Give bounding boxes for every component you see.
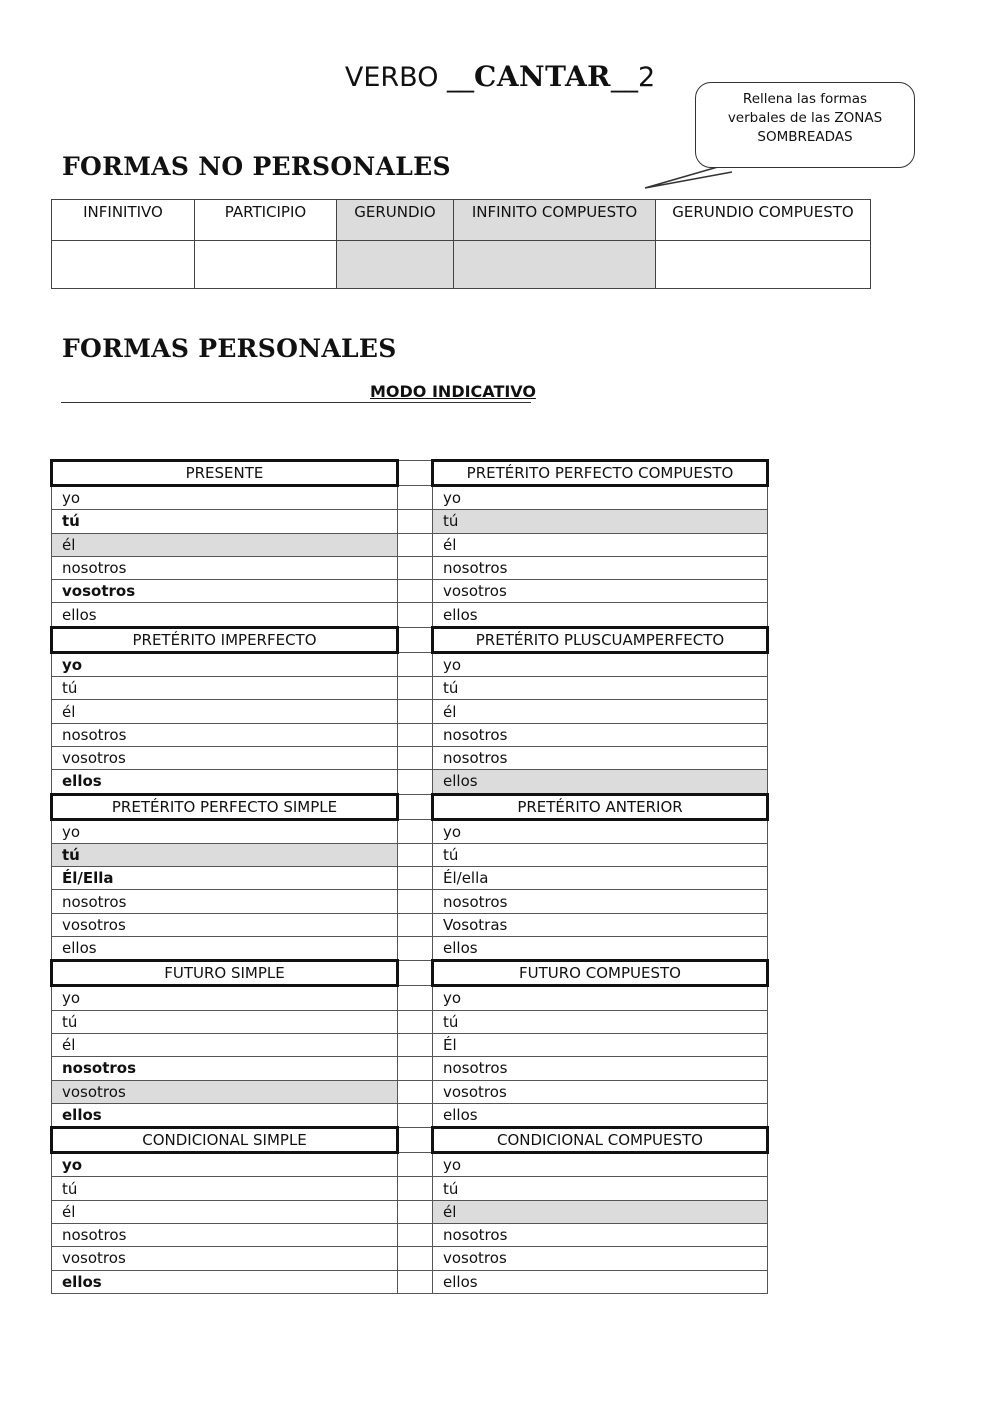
pronoun-cell: Él — [433, 1033, 768, 1056]
pronoun-cell: nosotros — [433, 746, 768, 769]
conjugation-row — [52, 986, 768, 1010]
tense-title-preterito-imperfecto: PRETÉRITO IMPERFECTO — [52, 627, 398, 652]
pronoun-cell: vosotros — [433, 1247, 768, 1270]
column-gap — [398, 937, 433, 961]
pronoun-cell: ellos — [52, 770, 398, 794]
conjugation-row — [52, 1103, 768, 1127]
conjugation-row — [52, 843, 768, 866]
pronoun-cell: él — [433, 533, 768, 556]
pronoun-cell: él — [52, 700, 398, 723]
speech-bubble-line: Rellena las formas — [742, 91, 868, 107]
conjugation-row — [52, 770, 768, 794]
conjugation-row — [52, 1080, 768, 1103]
column-gap — [398, 723, 433, 746]
np-header-participio: PARTICIPIO — [195, 200, 337, 241]
column-gap — [398, 1033, 433, 1056]
conjugation-row — [52, 1224, 768, 1247]
column-gap — [398, 746, 433, 769]
tense-title-futuro-compuesto: FUTURO COMPUESTO — [433, 961, 768, 986]
pronoun-cell: vosotros — [433, 580, 768, 603]
np-header-gerundio: GERUNDIO — [337, 200, 454, 241]
pronoun-cell: nosotros — [433, 1057, 768, 1080]
formas-no-personales-heading: FORMAS NO PERSONALES — [62, 152, 451, 181]
conjugation-row — [52, 1033, 768, 1056]
conjugation-row — [52, 1200, 768, 1223]
pronoun-cell: vosotros — [52, 580, 398, 603]
pronoun-cell: tú — [433, 1010, 768, 1033]
pronoun-cell: nosotros — [52, 1057, 398, 1080]
pronoun-cell: nosotros — [433, 1224, 768, 1247]
modo-indicativo-label: MODO INDICATIVO — [370, 382, 537, 401]
pronoun-cell: tú — [433, 677, 768, 700]
np-answer-infinito-compuesto[interactable] — [454, 241, 656, 289]
conjugation-row — [52, 723, 768, 746]
column-gap — [398, 961, 433, 986]
conjugation-row — [52, 486, 768, 510]
conjugation-table — [50, 459, 769, 1294]
np-answer-participio — [195, 241, 337, 289]
shaded-answer-cell[interactable]: tú — [52, 843, 398, 866]
title-blank-after: __ — [610, 62, 638, 93]
conjugation-row — [52, 533, 768, 556]
column-gap — [398, 556, 433, 579]
tense-title-condicional-simple: CONDICIONAL SIMPLE — [52, 1128, 398, 1153]
shaded-answer-cell[interactable]: tú — [433, 510, 768, 533]
pronoun-cell: él — [433, 700, 768, 723]
column-gap — [398, 1247, 433, 1270]
np-header-infinito-compuesto: INFINITO COMPUESTO — [454, 200, 656, 241]
conjugation-row — [52, 819, 768, 843]
conjugation-row — [52, 1153, 768, 1177]
tense-title-presente: PRESENTE — [52, 461, 398, 486]
column-gap — [398, 843, 433, 866]
pronoun-cell: nosotros — [52, 723, 398, 746]
column-gap — [398, 510, 433, 533]
pronoun-cell: nosotros — [433, 556, 768, 579]
column-gap — [398, 627, 433, 652]
formas-personales-heading: FORMAS PERSONALES — [62, 334, 397, 363]
conjugation-row — [52, 556, 768, 579]
tense-header-row — [52, 461, 768, 486]
shaded-answer-cell[interactable]: ellos — [433, 770, 768, 794]
conjugation-row — [52, 580, 768, 603]
speech-bubble-line: SOMBREADAS — [757, 129, 853, 145]
pronoun-cell: yo — [433, 986, 768, 1010]
column-gap — [398, 867, 433, 890]
column-gap — [398, 700, 433, 723]
conjugation-row — [52, 937, 768, 961]
pronoun-cell: tú — [52, 1177, 398, 1200]
tense-header-row — [52, 1128, 768, 1153]
column-gap — [398, 1177, 433, 1200]
column-gap — [398, 1200, 433, 1223]
tense-header-row — [52, 627, 768, 652]
column-gap — [398, 913, 433, 936]
pronoun-cell: ellos — [433, 937, 768, 961]
speech-bubble — [695, 82, 915, 168]
pronoun-cell: él — [52, 1200, 398, 1223]
pronoun-cell: nosotros — [52, 1224, 398, 1247]
column-gap — [398, 461, 433, 486]
pronoun-cell: tú — [433, 843, 768, 866]
pronoun-cell: tú — [52, 510, 398, 533]
pronoun-cell: vosotros — [433, 1080, 768, 1103]
pronoun-cell: ellos — [52, 603, 398, 627]
np-answer-gerundio[interactable] — [337, 241, 454, 289]
pronoun-cell: nosotros — [433, 890, 768, 913]
np-header-row — [52, 200, 871, 241]
shaded-answer-cell[interactable]: él — [52, 533, 398, 556]
conjugation-row — [52, 603, 768, 627]
pronoun-cell: Él/ella — [433, 867, 768, 890]
tense-title-preterito-anterior: PRETÉRITO ANTERIOR — [433, 794, 768, 819]
modo-underline — [61, 402, 531, 403]
pronoun-cell: yo — [52, 1153, 398, 1177]
pronoun-cell: ellos — [433, 603, 768, 627]
pronoun-cell: yo — [433, 1153, 768, 1177]
column-gap — [398, 603, 433, 627]
conjugation-row — [52, 1247, 768, 1270]
pronoun-cell: yo — [52, 819, 398, 843]
tense-header-row — [52, 794, 768, 819]
pronoun-cell: Vosotras — [433, 913, 768, 936]
pronoun-cell: ellos — [433, 1103, 768, 1127]
np-answer-row — [52, 241, 871, 289]
column-gap — [398, 677, 433, 700]
tense-title-condicional-compuesto: CONDICIONAL COMPUESTO — [433, 1128, 768, 1153]
pronoun-cell: ellos — [52, 1103, 398, 1127]
pronoun-cell: nosotros — [52, 890, 398, 913]
column-gap — [398, 652, 433, 676]
pronoun-cell: nosotros — [52, 556, 398, 579]
pronoun-cell: yo — [433, 486, 768, 510]
column-gap — [398, 1270, 433, 1293]
column-gap — [398, 986, 433, 1010]
tense-header-row — [52, 961, 768, 986]
tense-title-preterito-perfecto-compuesto: PRETÉRITO PERFECTO COMPUESTO — [433, 461, 768, 486]
title-prefix: VERBO — [344, 62, 448, 93]
column-gap — [398, 794, 433, 819]
title-verb: CANTAR — [474, 60, 611, 93]
column-gap — [398, 890, 433, 913]
pronoun-cell: tú — [52, 1010, 398, 1033]
conjugation-row — [52, 746, 768, 769]
tense-title-futuro-simple: FUTURO SIMPLE — [52, 961, 398, 986]
column-gap — [398, 533, 433, 556]
np-answer-infinitivo — [52, 241, 195, 289]
pronoun-cell: yo — [433, 819, 768, 843]
shaded-answer-cell[interactable]: vosotros — [52, 1080, 398, 1103]
pronoun-cell: yo — [52, 986, 398, 1010]
column-gap — [398, 1103, 433, 1127]
conjugation-row — [52, 1057, 768, 1080]
column-gap — [398, 1153, 433, 1177]
pronoun-cell: ellos — [52, 1270, 398, 1293]
column-gap — [398, 580, 433, 603]
conjugation-row — [52, 700, 768, 723]
shaded-answer-cell[interactable]: él — [433, 1200, 768, 1223]
column-gap — [398, 1080, 433, 1103]
pronoun-cell: él — [52, 1033, 398, 1056]
np-header-gerundio-compuesto: GERUNDIO COMPUESTO — [656, 200, 871, 241]
conjugation-row — [52, 890, 768, 913]
pronoun-cell: vosotros — [52, 913, 398, 936]
pronoun-cell: yo — [52, 486, 398, 510]
column-gap — [398, 486, 433, 510]
pronoun-cell: vosotros — [52, 1247, 398, 1270]
np-answer-gerundio-compuesto — [656, 241, 871, 289]
conjugation-row — [52, 1270, 768, 1293]
conjugation-row — [52, 1010, 768, 1033]
column-gap — [398, 1057, 433, 1080]
formas-no-personales-table — [51, 199, 871, 289]
conjugation-row — [52, 510, 768, 533]
conjugation-row — [52, 1177, 768, 1200]
conjugation-row — [52, 913, 768, 936]
title-suffix: 2 — [637, 62, 656, 93]
tense-title-preterito-pluscuamperfecto: PRETÉRITO PLUSCUAMPERFECTO — [433, 627, 768, 652]
pronoun-cell: Él/Ella — [52, 867, 398, 890]
pronoun-cell: ellos — [52, 937, 398, 961]
conjugation-row — [52, 867, 768, 890]
tense-title-preterito-perfecto-simple: PRETÉRITO PERFECTO SIMPLE — [52, 794, 398, 819]
column-gap — [398, 819, 433, 843]
column-gap — [398, 1010, 433, 1033]
np-header-infinitivo: INFINITIVO — [52, 200, 195, 241]
pronoun-cell: tú — [433, 1177, 768, 1200]
column-gap — [398, 1128, 433, 1153]
pronoun-cell: yo — [52, 652, 398, 676]
pronoun-cell: nosotros — [433, 723, 768, 746]
column-gap — [398, 1224, 433, 1247]
pronoun-cell: ellos — [433, 1270, 768, 1293]
column-gap — [398, 770, 433, 794]
title-blank-before: __ — [447, 62, 475, 93]
pronoun-cell: vosotros — [52, 746, 398, 769]
conjugation-row — [52, 677, 768, 700]
speech-bubble-line: verbales de las ZONAS — [727, 110, 883, 126]
pronoun-cell: tú — [52, 677, 398, 700]
pronoun-cell: yo — [433, 652, 768, 676]
conjugation-row — [52, 652, 768, 676]
